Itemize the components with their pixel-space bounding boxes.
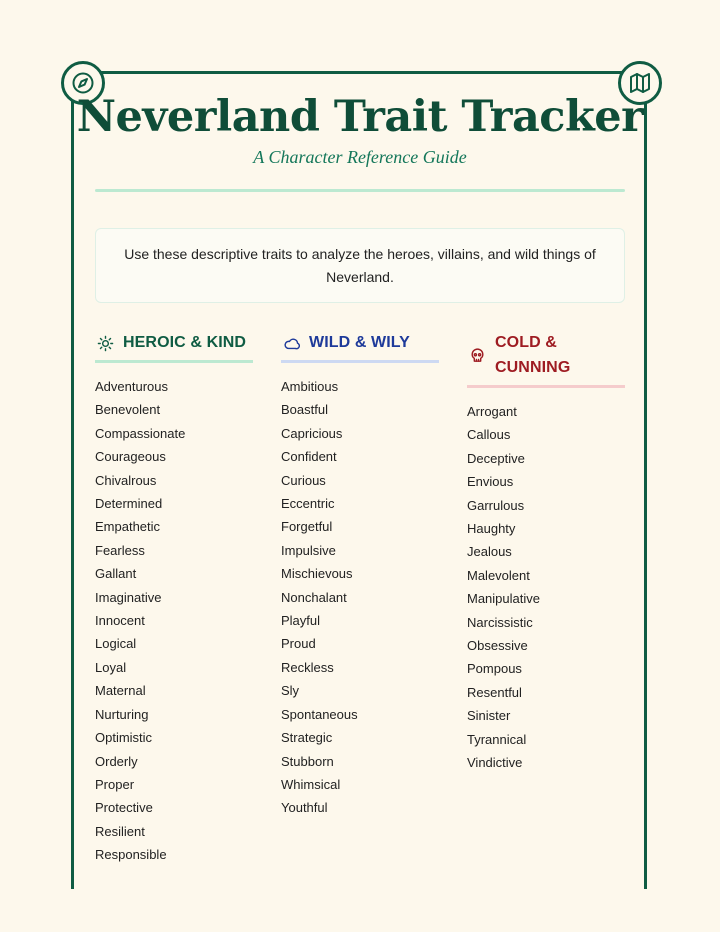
trait-item: Proper [95,776,135,792]
skull-icon [467,345,487,365]
cloud-icon [281,333,301,353]
column-heading: COLD & CUNNING [495,334,571,376]
column-header [95,330,253,363]
trait-item: Proud [281,636,316,652]
sun-icon [95,333,115,353]
trait-item: Mischievous [281,566,353,582]
trait-item: Empathetic [95,519,161,535]
trait-item: Loyal [95,659,127,675]
trait-item: Nurturing [95,706,149,722]
trait-item: Logical [95,636,137,652]
trait-item: Vindictive [467,755,523,771]
trait-item: Protective [95,800,153,816]
trait-item: Compassionate [95,425,186,441]
trait-item: Haughty [467,521,516,537]
trait-item: Resilient [95,823,145,839]
column-wild [281,330,439,820]
trait-item: Sly [281,683,300,699]
column-cold [467,330,625,775]
trait-item: Arrogant [467,404,517,419]
trait-item: Benevolent [95,402,161,418]
trait-item: Deceptive [467,450,525,466]
intro-text: Use these descriptive traits to analyze the heroes, villains, and wild things of Neverland. [124,245,596,285]
column-heroic [95,330,253,867]
trait-item: Manipulative [467,591,540,607]
column-header [467,330,625,388]
trait-item: Fearless [95,542,145,558]
trait-item: Courageous [95,449,166,465]
trait-item: Gallant [95,566,137,582]
trait-item: Capricious [281,425,343,441]
trait-item: Orderly [95,753,138,769]
trait-item: Narcissistic [467,614,533,630]
trait-item: Optimistic [95,730,153,746]
trait-item: Adventurous [95,379,168,394]
trait-item: Ambitious [281,379,339,394]
trait-list [467,400,625,775]
trait-item: Curious [281,472,326,488]
trait-item: Strategic [281,730,333,746]
trait-item: Youthful [281,800,328,816]
trait-item: Callous [467,427,511,443]
intro-box [95,228,625,303]
trait-item: Tyrannical [467,731,527,747]
trait-item: Playful [281,613,321,629]
trait-list [281,375,439,820]
trait-item: Sinister [467,708,511,724]
trait-item: Boastful [281,402,328,418]
trait-item: Whimsical [281,776,341,792]
trait-item: Imaginative [95,589,162,605]
trait-item: Eccentric [281,496,335,512]
trait-item: Responsible [95,847,167,863]
trait-item: Maternal [95,683,146,699]
trait-item: Confident [281,449,337,465]
trait-item: Spontaneous [281,706,358,722]
trait-item: Garrulous [467,497,525,513]
trait-item: Malevolent [467,567,530,583]
trait-list [95,375,253,867]
trait-item: Nonchalant [281,589,347,605]
trait-item: Jealous [467,544,512,560]
trait-item: Envious [467,474,514,490]
trait-item: Determined [95,496,163,512]
title-divider [95,189,625,192]
column-header [281,330,439,363]
trait-item: Chivalrous [95,472,157,488]
trait-item: Pompous [467,661,522,677]
trait-item: Impulsive [281,542,336,558]
page-subtitle: A Character Reference Guide [253,147,467,167]
trait-item: Forgetful [281,519,333,535]
trait-item: Innocent [95,613,145,629]
trait-item: Obsessive [467,638,528,654]
page-title: Neverland Trait Tracker [76,92,644,142]
column-heading: WILD & WILY [309,334,410,351]
trait-item: Resentful [467,684,522,700]
trait-item: Stubborn [281,753,334,769]
trait-item: Reckless [281,659,334,675]
column-heading: HEROIC & KIND [123,334,247,351]
